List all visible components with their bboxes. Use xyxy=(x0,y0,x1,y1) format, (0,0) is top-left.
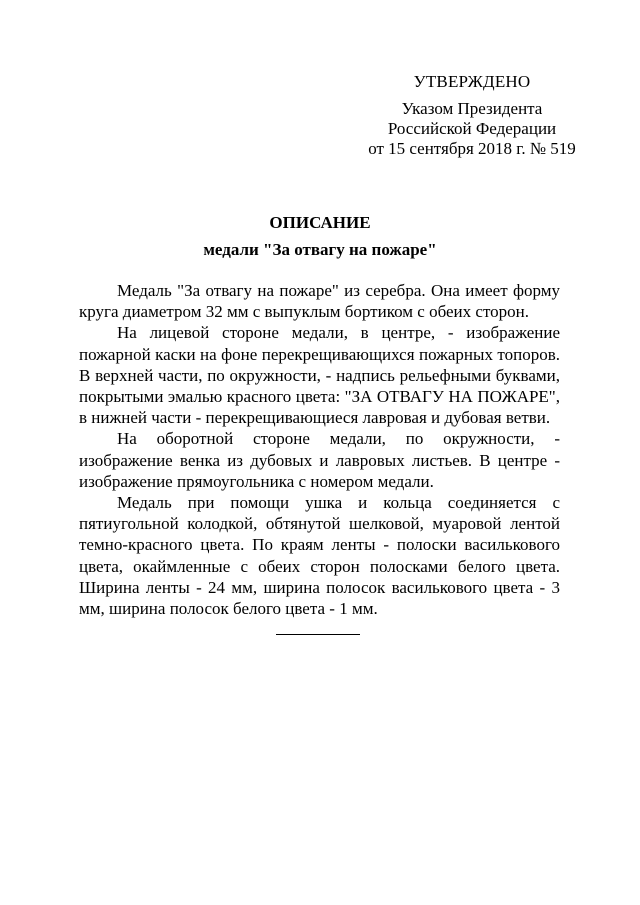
paragraph-obverse: На лицевой стороне медали, в центре, - изображение пожарной каски на фоне перекрещивающихся пожарных топоров. В верхней части, по окружности, - надпись рельефными буквами, покрытыми эмалью красного цвета: "ЗА ОТВАГУ НА ПОЖАРЕ", в нижней части - перекрещивающиеся лавровая и дубовая ветви. xyxy=(79,323,560,428)
document-body xyxy=(79,280,560,619)
paragraph-material: Медаль "За отвагу на пожаре" из серебра. Она имеет форму круга диаметром 32 мм с выпуклым бортиком с обеих сторон. xyxy=(79,281,560,322)
document-title-block xyxy=(0,212,640,261)
document-subheading: медали "За отвагу на пожаре" xyxy=(203,240,437,259)
document-heading: ОПИСАНИЕ xyxy=(269,213,371,232)
paragraph-ribbon: Медаль при помощи ушка и кольца соединяется с пятиугольной колодкой, обтянутой шелковой, муаровой лентой темно-красного цвета. По краям ленты - полоски василькового цвета, окаймленные с обеих сторон полосками белого цвета. Ширина ленты - 24 мм, ширина полосок василькового цвета - 3 мм, ширина полосок белого цвета - 1 мм. xyxy=(79,493,560,619)
approval-decree-line: Указом Президента xyxy=(401,99,543,118)
approval-block xyxy=(362,72,582,159)
approval-stamp-title: УТВЕРЖДЕНО xyxy=(413,72,531,91)
approval-authority-line: Российской Федерации xyxy=(387,119,557,138)
approval-date-line: от 15 сентября 2018 г. № 519 xyxy=(368,139,576,158)
paragraph-reverse: На оборотной стороне медали, по окружности, - изображение венка из дубовых и лавровых листьев. В центре - изображение прямоугольника с номером медали. xyxy=(79,429,560,491)
end-separator-line xyxy=(276,634,360,635)
